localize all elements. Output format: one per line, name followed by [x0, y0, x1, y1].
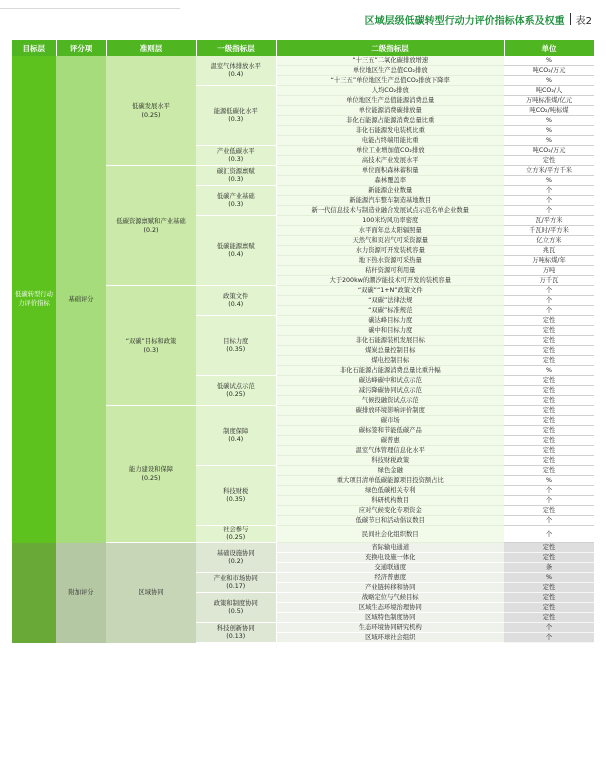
criteria-cell: [106, 543, 196, 643]
unit-cell: 定性: [504, 456, 594, 466]
criteria-weight: (0.25): [141, 111, 161, 119]
l2-cell: 生态环境协同研究机构: [276, 623, 504, 633]
unit-cell: %: [504, 56, 594, 66]
unit-cell: %: [504, 573, 594, 583]
l1-weight: (0.3): [228, 175, 244, 183]
unit-cell: 万吨标煤/年: [504, 256, 594, 266]
criteria-name: 低碳发展水平: [132, 102, 170, 110]
l2-cell: 科研机构数目: [276, 496, 504, 506]
unit-cell: 定性: [504, 583, 594, 593]
l2-cell: 碳普惠: [276, 436, 504, 446]
goal-cell: 低碳转型行动力评价指标: [12, 56, 56, 543]
unit-cell: 个: [504, 306, 594, 316]
l1-cell: [196, 623, 276, 643]
l2-cell: 经济普惠度: [276, 573, 504, 583]
l2-cell: 应对气候变化专项资金: [276, 506, 504, 516]
l2-cell: 战略定位与气候目标: [276, 593, 504, 603]
unit-cell: 万千瓦: [504, 276, 594, 286]
criteria-cell: [106, 166, 196, 286]
criteria-name: 区域协同: [138, 589, 164, 597]
l1-name: 低碳产业基础: [216, 192, 255, 200]
l2-cell: 人均CO₂排放: [276, 86, 504, 96]
table-title: 区域层级低碳转型行动力评价指标体系及权重: [364, 15, 565, 27]
l1-weight: (0.25): [226, 390, 246, 398]
l2-cell: “双碳”标准规范: [276, 306, 504, 316]
top-rule: [0, 8, 180, 9]
unit-cell: 吨CO₂/万元: [504, 146, 594, 156]
unit-cell: 个: [504, 206, 594, 216]
unit-cell: 个: [504, 516, 594, 526]
l1-name: 目标力度: [223, 337, 249, 345]
unit-cell: %: [504, 126, 594, 136]
l1-name: 政策文件: [223, 292, 249, 300]
l1-cell: [196, 543, 276, 573]
unit-cell: 千瓦时/平方米: [504, 226, 594, 236]
criteria-cell: [106, 56, 196, 166]
l1-cell: [196, 316, 276, 376]
l1-name: 科技创新协同: [216, 624, 255, 632]
l1-weight: (0.4): [228, 70, 244, 78]
criteria-cell: [106, 406, 196, 543]
unit-cell: 定性: [504, 346, 594, 356]
unit-cell: 定性: [504, 386, 594, 396]
l2-cell: 单位面积森林蓄积量: [276, 166, 504, 176]
unit-cell: 个: [504, 623, 594, 633]
document-header: [365, 11, 592, 27]
l2-cell: 秸秆资源可利用量: [276, 266, 504, 276]
l1-cell: [196, 166, 276, 186]
unit-cell: 定性: [504, 593, 594, 603]
l2-cell: 绿色低碳相关专利: [276, 486, 504, 496]
l1-name: 产业和市场协同: [213, 574, 258, 582]
l2-cell: 区域特色制度协同: [276, 613, 504, 623]
unit-cell: 定性: [504, 553, 594, 563]
unit-cell: 定性: [504, 446, 594, 456]
col-score-header: 评分项: [56, 40, 106, 56]
l1-weight: (0.25): [226, 534, 246, 541]
l2-cell: 非化石能源占能源消费总量比重: [276, 116, 504, 126]
l2-cell: 交通联通度: [276, 563, 504, 573]
unit-cell: 定性: [504, 436, 594, 446]
l1-cell: [196, 376, 276, 406]
unit-cell: %: [504, 366, 594, 376]
unit-cell: 定性: [504, 603, 594, 613]
l1-weight: (0.17): [226, 582, 246, 590]
indicator-table: [12, 40, 594, 643]
l1-weight: (0.2): [228, 557, 244, 565]
criteria-cell: [106, 286, 196, 406]
l1-weight: (0.3): [228, 155, 244, 163]
l1-cell: [196, 593, 276, 623]
l2-cell: 煤电控制目标: [276, 356, 504, 366]
l1-weight: (0.35): [226, 495, 246, 503]
unit-cell: 定性: [504, 543, 594, 553]
header-separator: [570, 13, 571, 25]
l2-cell: 地下热水资源可采热量: [276, 256, 504, 266]
l1-weight: (0.4): [228, 250, 244, 258]
col-l1-header: 一级指标层: [196, 40, 276, 56]
l1-cell: [196, 56, 276, 86]
l1-cell: [196, 186, 276, 216]
l2-cell: 碳排放环境影响评价制度: [276, 406, 504, 416]
l1-weight: (0.4): [228, 435, 244, 443]
l2-cell: 新能源汽车整车制造基地数目: [276, 196, 504, 206]
l2-cell: 碳市场: [276, 416, 504, 426]
l2-cell: 碳达峰碳中和试点示范: [276, 376, 504, 386]
unit-cell: %: [504, 76, 594, 86]
l2-cell: “十三五”二氧化碳排放增速: [276, 56, 504, 66]
unit-cell: 个: [504, 196, 594, 206]
unit-cell: 吨CO₂/人: [504, 86, 594, 96]
l2-cell: 绿色金融: [276, 466, 504, 476]
l2-cell: 单位工业增加值CO₂排放: [276, 146, 504, 156]
l1-cell: [196, 146, 276, 166]
unit-cell: 定性: [504, 356, 594, 366]
l2-cell: “十三五”单位地区生产总值CO₂排放下降率: [276, 76, 504, 86]
criteria-weight: (0.25): [141, 475, 161, 482]
unit-cell: %: [504, 476, 594, 486]
unit-cell: 瓦/平方米: [504, 216, 594, 226]
l1-name: 科技财税: [223, 487, 249, 495]
l1-name: 政策和制度协同: [213, 599, 258, 607]
l2-cell: 科技财税政策: [276, 456, 504, 466]
l2-cell: 电能占终端用能比重: [276, 136, 504, 146]
l2-cell: 非化石能源占能源消费总量比重升幅: [276, 366, 504, 376]
l1-name: 能源低碳化水平: [213, 107, 258, 115]
unit-cell: %: [504, 176, 594, 186]
score-extra-cell: 附加评分: [56, 543, 106, 643]
criteria-name: “双碳”目标和政策: [125, 337, 177, 345]
unit-cell: 条: [504, 563, 594, 573]
unit-cell: %: [504, 136, 594, 146]
l1-weight: (0.5): [228, 607, 244, 615]
l2-cell: 高技术产业发展水平: [276, 156, 504, 166]
l2-cell: 碳标签和节能低碳产品: [276, 426, 504, 436]
l1-name: 低碳试点示范: [216, 382, 255, 390]
unit-cell: 定性: [504, 156, 594, 166]
unit-cell: 定性: [504, 396, 594, 406]
unit-cell: 个: [504, 186, 594, 196]
criteria-weight: (0.2): [143, 226, 159, 234]
unit-cell: 定性: [504, 376, 594, 386]
l2-cell: 区域生态环境治理协同: [276, 603, 504, 613]
l1-cell: [196, 406, 276, 466]
l2-cell: 水平面年总太阳辐照量: [276, 226, 504, 236]
unit-cell: 兆瓦: [504, 246, 594, 256]
l2-cell: 单位地区生产总值CO₂排放: [276, 66, 504, 76]
l1-name: 产业低碳水平: [216, 147, 255, 155]
l1-cell: [196, 86, 276, 146]
l1-cell: [196, 216, 276, 286]
l1-cell: [196, 573, 276, 593]
l2-cell: 煤炭总量控制目标: [276, 346, 504, 356]
l2-cell: 低碳节日和活动倡议数目: [276, 516, 504, 526]
unit-cell: 定性: [504, 316, 594, 326]
col-unit-header: 单位: [504, 40, 594, 56]
unit-cell: 定性: [504, 336, 594, 346]
l2-cell: 水力资源可开发装机容量: [276, 246, 504, 256]
l1-weight: (0.3): [228, 200, 244, 208]
l2-cell: 充换电设施一体化: [276, 553, 504, 563]
l1-name: 低碳能源禀赋: [216, 242, 255, 250]
l1-cell: [196, 526, 276, 543]
l2-cell: 民间社会化组织数目: [276, 526, 504, 543]
col-goal-header: 目标层: [12, 40, 56, 56]
score-basic-cell: 基础评分: [56, 56, 106, 543]
l2-cell: 温室气体管理信息化水平: [276, 446, 504, 456]
l1-cell: [196, 286, 276, 316]
l1-weight: (0.35): [226, 345, 246, 353]
l1-cell: [196, 466, 276, 526]
l2-cell: 新能源企业数量: [276, 186, 504, 196]
l2-cell: 非化石能源发电装机比重: [276, 126, 504, 136]
criteria-weight: (0.3): [143, 346, 159, 354]
l2-cell: 单位地区生产总值能源消费总量: [276, 96, 504, 106]
unit-cell: 个: [504, 633, 594, 643]
l2-cell: 新一代信息技术与制造业融合发展试点示范名单企业数量: [276, 206, 504, 216]
l2-cell: 单位能源消费碳排放量: [276, 106, 504, 116]
l2-cell: 大于200kw的潮汐能技术可开发的装机容量: [276, 276, 504, 286]
goal-extra-cell: [12, 543, 56, 643]
l2-cell: 非化石能源装机发展目标: [276, 336, 504, 346]
l2-cell: “双碳”“1+N”政策文件: [276, 286, 504, 296]
unit-cell: 吨CO₂/吨标煤: [504, 106, 594, 116]
unit-cell: 定性: [504, 406, 594, 416]
l1-name: 温室气体排放水平: [210, 62, 261, 70]
unit-cell: 定性: [504, 613, 594, 623]
unit-cell: 万吨标准煤/亿元: [504, 96, 594, 106]
table-header-row: [12, 40, 594, 56]
unit-cell: 个: [504, 526, 594, 543]
l1-name: 碳汇资源禀赋: [216, 167, 255, 175]
l1-name: 基础设施协同: [216, 549, 255, 557]
l2-cell: 区域环球社会组织: [276, 633, 504, 643]
criteria-name: 低碳资源禀赋和产业基础: [116, 217, 186, 225]
unit-cell: 定性: [504, 416, 594, 426]
l1-weight: (0.13): [226, 632, 246, 640]
l1-name: 制度保障: [223, 427, 249, 435]
col-criteria-header: 准则层: [106, 40, 196, 56]
l2-cell: 重大项目清单低碳能源项目投资额占比: [276, 476, 504, 486]
l2-cell: 气候投融资试点示范: [276, 396, 504, 406]
l1-weight: (0.4): [228, 300, 244, 308]
l1-name: 社会参与: [223, 526, 249, 533]
l2-cell: 100米均风功率密度: [276, 216, 504, 226]
unit-cell: 亿立方米: [504, 236, 594, 246]
unit-cell: 个: [504, 286, 594, 296]
unit-cell: 定性: [504, 426, 594, 436]
l2-cell: 省际输电通道: [276, 543, 504, 553]
unit-cell: 定性: [504, 326, 594, 336]
l2-cell: 天然气和页岩气可采资源量: [276, 236, 504, 246]
l2-cell: 产业链转移和协同: [276, 583, 504, 593]
l1-weight: (0.3): [228, 115, 244, 123]
col-l2-header: 二级指标层: [276, 40, 504, 56]
l2-cell: 碳中和目标力度: [276, 326, 504, 336]
l2-cell: “双碳”法律法规: [276, 296, 504, 306]
l2-cell: 减污降碳协同试点示范: [276, 386, 504, 396]
unit-cell: 吨CO₂/万元: [504, 66, 594, 76]
unit-cell: 立方米/平方千米: [504, 166, 594, 176]
table-row: [12, 543, 594, 553]
unit-cell: 个: [504, 486, 594, 496]
unit-cell: 个: [504, 496, 594, 506]
unit-cell: 个: [504, 296, 594, 306]
table-row: [12, 56, 594, 66]
unit-cell: 定性: [504, 466, 594, 476]
unit-cell: 万吨: [504, 266, 594, 276]
unit-cell: %: [504, 116, 594, 126]
table-number: 表2: [575, 15, 592, 27]
criteria-name: 能力建设和保障: [128, 466, 174, 473]
unit-cell: 定性: [504, 506, 594, 516]
l2-cell: 森林覆盖率: [276, 176, 504, 186]
l2-cell: 碳达峰目标力度: [276, 316, 504, 326]
